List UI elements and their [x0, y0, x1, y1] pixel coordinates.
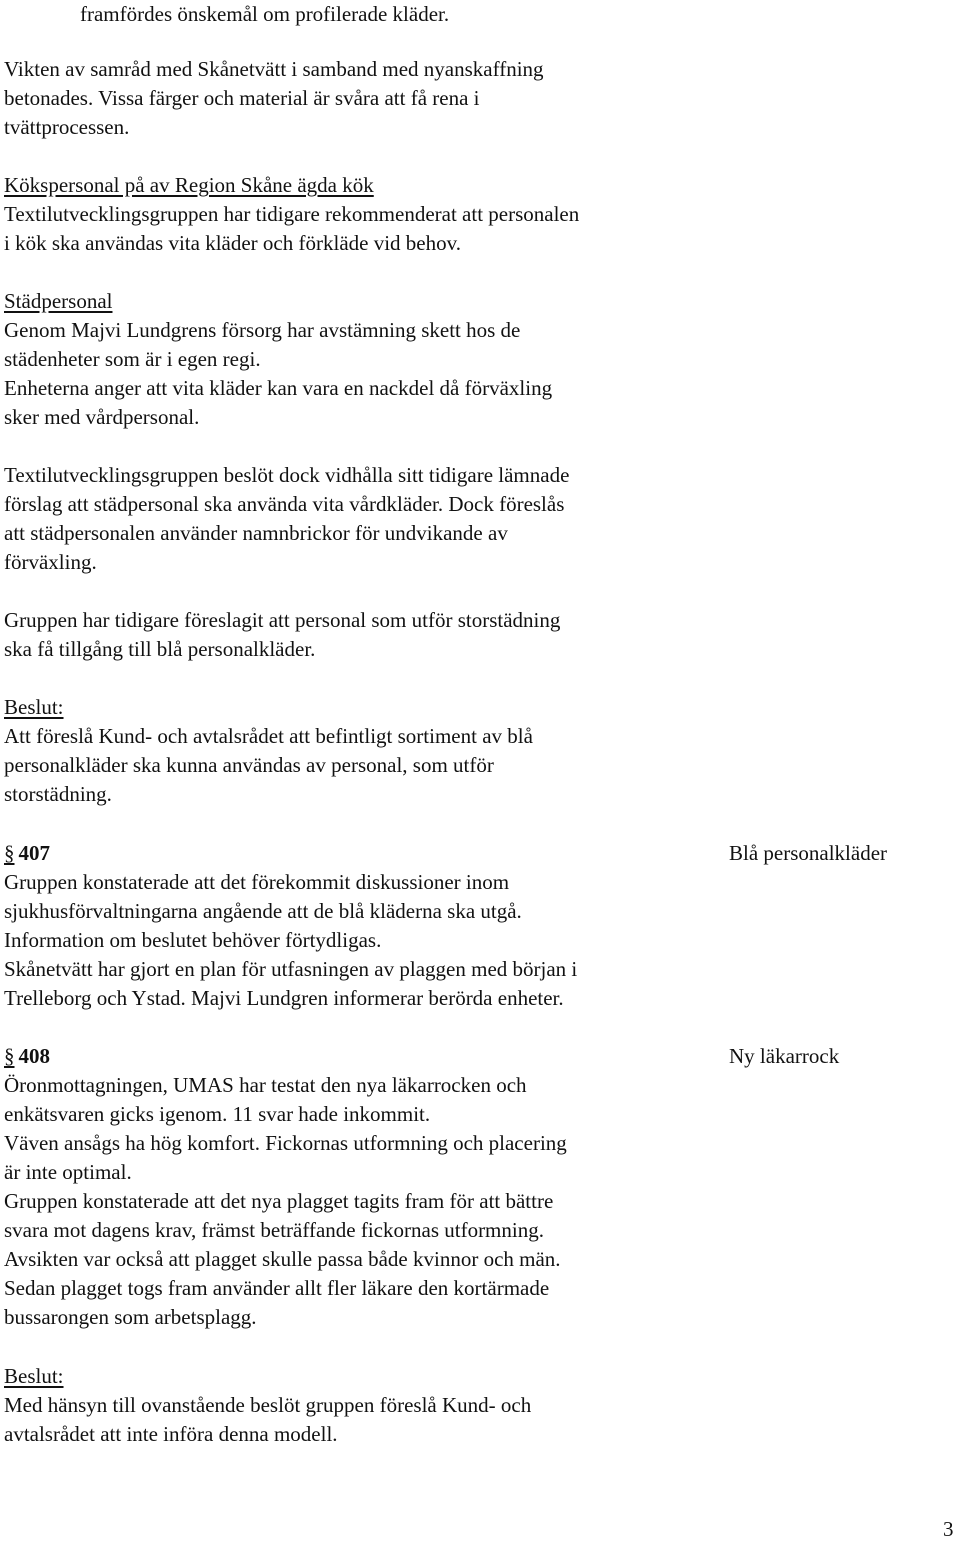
text-line: Sedan plagget togs fram använder allt fler läkare den kortärmade [4, 1276, 550, 1300]
text-line: Vikten av samråd med Skånetvätt i samband med nyanskaffning [4, 57, 544, 81]
margin-note-408: Ny läkarrock [729, 1044, 840, 1068]
subheading: Kökspersonal på av Region Skåne ägda kök [4, 173, 374, 197]
section-heading-407 [4, 839, 50, 868]
text-line: enkätsvaren gicks igenom. 11 svar hade inkommit. [4, 1102, 431, 1126]
text-line: Genom Majvi Lundgrens försorg har avstämning skett hos de [4, 318, 521, 342]
subheading: Städpersonal [4, 289, 113, 313]
text-line: Trelleborg och Ystad. Majvi Lundgren informerar berörda enheter. [4, 986, 564, 1010]
text-line: framfördes önskemål om profilerade kläder. [80, 2, 450, 26]
page-number: 3 [943, 1517, 954, 1541]
text-line: Med hänsyn till ovanstående beslöt gruppen föreslå Kund- och [4, 1393, 532, 1417]
text-line: Gruppen konstaterade att det nya plagget tagits fram för att bättre [4, 1189, 554, 1213]
subheading: Beslut: [4, 1364, 64, 1388]
text-line: Skånetvätt har gjort en plan för utfasningen av plaggen med början i [4, 957, 578, 981]
section-symbol: § [4, 841, 15, 865]
text-line: är inte optimal. [4, 1160, 132, 1184]
subheading: Beslut: [4, 695, 64, 719]
text-line: personalkläder ska kunna användas av personal, som utför [4, 753, 494, 777]
section-heading-408 [4, 1042, 50, 1071]
text-line: Textilutvecklingsgruppen beslöt dock vidhålla sitt tidigare lämnade [4, 463, 570, 487]
text-line: Gruppen konstaterade att det förekommit diskussioner inom [4, 870, 510, 894]
text-line: Textilutvecklingsgruppen har tidigare rekommenderat att personalen [4, 202, 580, 226]
section-number: 408 [18, 1044, 50, 1068]
section-symbol: § [4, 1044, 15, 1068]
text-line: svara mot dagens krav, främst beträffande fickornas utformning. [4, 1218, 544, 1242]
text-line: förväxling. [4, 550, 97, 574]
text-line: Information om beslutet behöver förtydligas. [4, 928, 382, 952]
section-number: 407 [18, 841, 50, 865]
text-line: Öronmottagningen, UMAS har testat den nya läkarrocken och [4, 1073, 527, 1097]
text-line: betonades. Vissa färger och material är svåra att få rena i [4, 86, 480, 110]
text-line: städenheter som är i egen regi. [4, 347, 261, 371]
text-line: att städpersonalen använder namnbrickor för undvikande av [4, 521, 508, 545]
text-line: avtalsrådet att inte införa denna modell. [4, 1422, 338, 1446]
text-line: bussarongen som arbetsplagg. [4, 1305, 257, 1329]
text-line: förslag att städpersonal ska använda vita vårdkläder. Dock föreslås [4, 492, 565, 516]
text-line: Att föreslå Kund- och avtalsrådet att befintligt sortiment av blå [4, 724, 533, 748]
text-line: ska få tillgång till blå personalkläder. [4, 637, 316, 661]
text-line: Enheterna anger att vita kläder kan vara en nackdel då förväxling [4, 376, 553, 400]
text-line: Avsikten var också att plagget skulle passa både kvinnor och män. [4, 1247, 561, 1271]
text-line: Väven ansågs ha hög komfort. Fickornas utformning och placering [4, 1131, 567, 1155]
margin-note-407: Blå personalkläder [729, 841, 888, 865]
text-line: storstädning. [4, 782, 112, 806]
text-line: sjukhusförvaltningarna angående att de blå kläderna ska utgå. [4, 899, 522, 923]
text-line: tvättprocessen. [4, 115, 130, 139]
text-line: i kök ska användas vita kläder och förkläde vid behov. [4, 231, 461, 255]
text-line: sker med vårdpersonal. [4, 405, 200, 429]
text-line: Gruppen har tidigare föreslagit att personal som utför storstädning [4, 608, 561, 632]
